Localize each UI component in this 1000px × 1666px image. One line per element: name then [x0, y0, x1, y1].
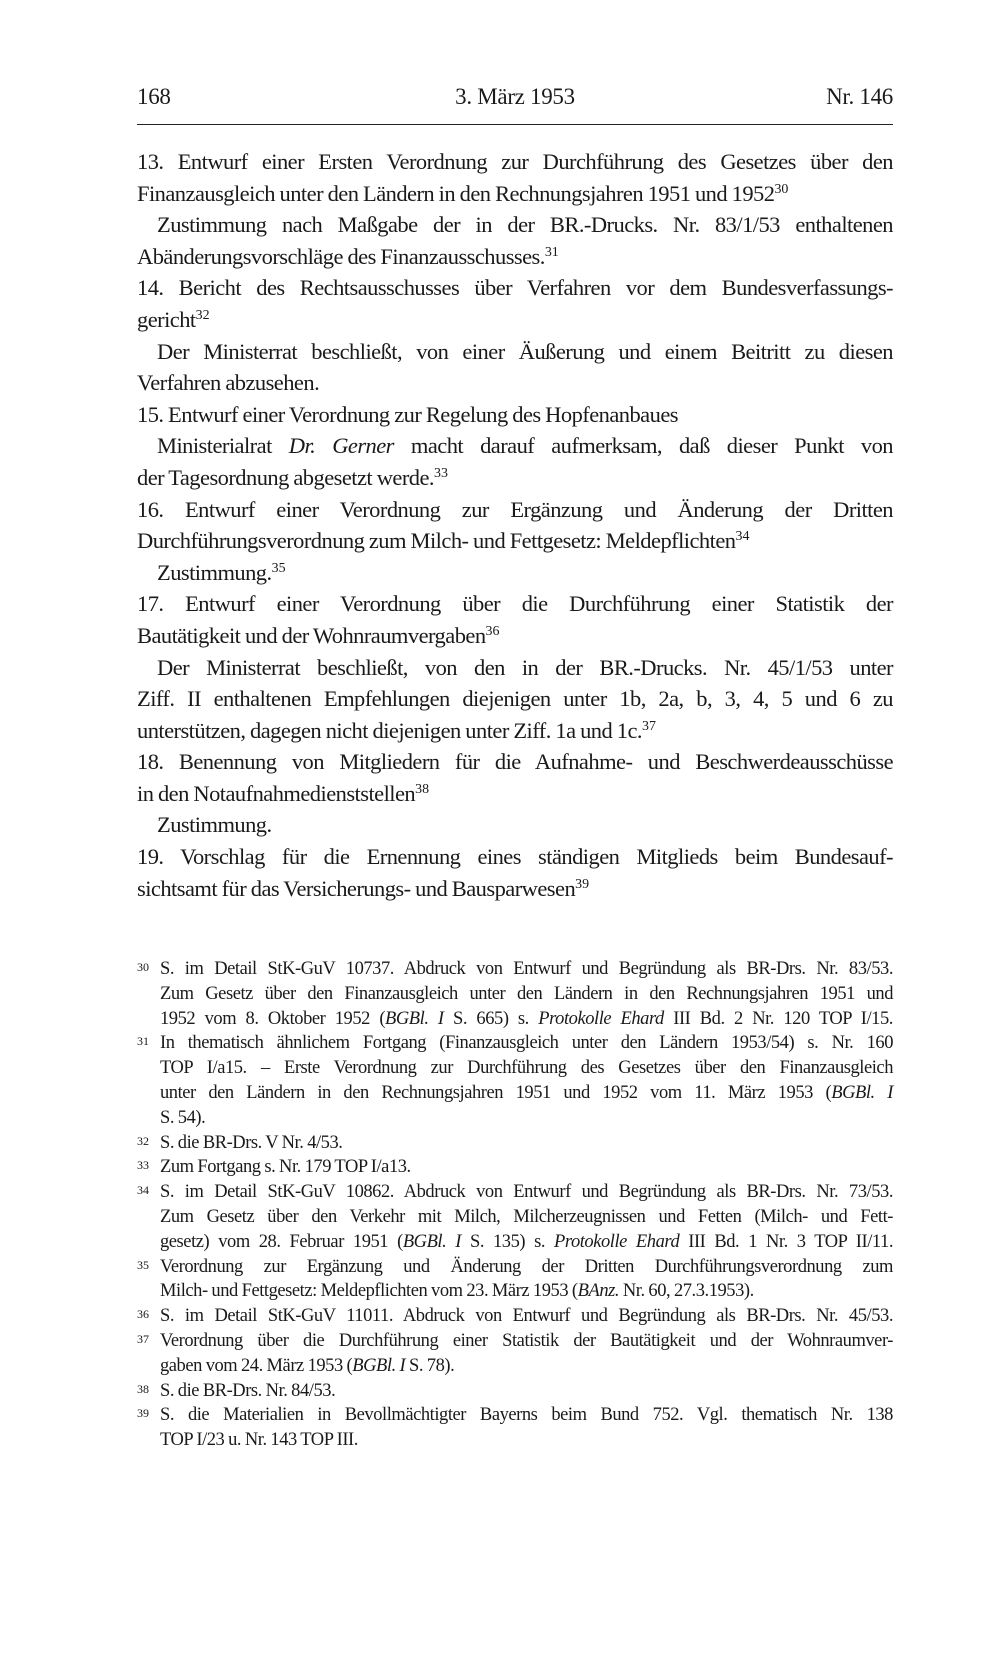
footnote-number: 36: [137, 1307, 149, 1322]
footnote-line: [160, 1131, 893, 1156]
text: S. 665) s.: [443, 1008, 539, 1029]
text: S. im Detail StK-GuV 11011. Abdruck von Entwurf und Begründung als BR-Drs. Nr. 45/53.: [160, 1306, 893, 1327]
footnote-ref-34[interactable]: 34: [735, 529, 750, 545]
text: Zustimmung.: [157, 812, 272, 838]
text: gericht: [137, 306, 196, 332]
agenda-item-13-resolution: [137, 209, 893, 241]
text: Milch- und Fettgesetz: Meldepflichten vom 23. März 1953 (: [160, 1281, 578, 1302]
footnote-37: [137, 1329, 893, 1379]
footnote-line: [160, 957, 893, 982]
footnote-36: [137, 1304, 893, 1329]
text: Ziff. II enthaltenen Empfehlungen diejenigen unter 1b, 2a, b, 3, 4, 5 und 6 zu: [137, 686, 893, 712]
agenda-item-18-title-cont: [137, 778, 893, 810]
text: S. 78).: [405, 1355, 455, 1376]
footnote-ref-31[interactable]: 31: [544, 245, 559, 261]
footnote-ref-35[interactable]: 35: [271, 561, 286, 577]
person-name: Dr. Gerner: [288, 433, 394, 459]
citation-italic: Protokolle Ehard: [554, 1231, 680, 1252]
agenda-item-13-title-cont: [137, 178, 893, 210]
text: Der Ministerrat beschließt, von den in der BR.-Drucks. Nr. 45/1/53 unter: [157, 654, 893, 680]
text: Verordnung über die Durchführung einer Statistik der Bautätigkeit und der Wohnraumver-: [160, 1330, 893, 1351]
agenda-item-16-title: [137, 494, 893, 526]
text: Verordnung zur Ergänzung und Änderung der Dritten Durchführungsverordnung zum: [160, 1256, 893, 1277]
agenda-item-14-resolution-cont: [137, 367, 893, 399]
agenda-item-15-resolution: [137, 430, 893, 462]
agenda-item-17-resolution-cont: [137, 683, 893, 715]
citation-italic: BGBl. I: [385, 1008, 444, 1029]
session-date: 3. März 1953: [455, 84, 575, 109]
page-header: [137, 80, 893, 125]
text: macht darauf aufmerksam, daß dieser Punkt von: [393, 433, 894, 459]
citation-italic: BGBl. I: [831, 1082, 893, 1103]
footnote-line: [160, 1255, 893, 1280]
agenda-item-17-title-cont: [137, 620, 893, 652]
agenda-item-19-title-cont: [137, 873, 893, 905]
text: Nr. 60, 27.3.1953).: [619, 1281, 754, 1302]
text: 17. Entwurf einer Verordnung über die Durchführung einer Statistik der: [137, 591, 893, 617]
footnote-number: 32: [137, 1133, 149, 1148]
footnote-ref-32[interactable]: 32: [195, 308, 210, 324]
text: S. 54).: [160, 1107, 206, 1128]
footnote-line: [160, 982, 893, 1007]
footnote-35: [137, 1255, 893, 1305]
agenda-item-14-title: [137, 272, 893, 304]
footnote-line: [160, 1031, 893, 1056]
text: S. 135) s.: [461, 1231, 555, 1252]
text: S. die BR-Drs. V Nr. 4/53.: [160, 1132, 343, 1153]
footnote-line: [160, 1354, 893, 1379]
footnote-ref-39[interactable]: 39: [575, 876, 590, 892]
footnote-34: [137, 1180, 893, 1254]
footnote-ref-33[interactable]: 33: [434, 466, 448, 482]
footnote-line: [160, 1379, 893, 1404]
agenda-item-17-resolution-cont2: [137, 715, 893, 747]
footnote-line: [160, 1304, 893, 1329]
footnote-number: 34: [137, 1183, 149, 1198]
text: S. die Materialien in Bevollmächtigter Bayerns beim Bund 752. Vgl. thematisch Nr. 138: [160, 1405, 893, 1426]
text: Zum Fortgang s. Nr. 179 TOP I/a13.: [160, 1157, 411, 1178]
text: Zum Gesetz über den Finanzausgleich unter den Ländern in den Rechnungsjahren 1951 und: [160, 983, 893, 1004]
footnote-number: 39: [137, 1406, 149, 1421]
citation-italic: BAnz.: [577, 1281, 620, 1302]
footnote-number: 30: [137, 960, 149, 974]
footnote-number: 38: [137, 1381, 149, 1396]
text: unterstützen, dagegen nicht diejenigen unter Ziff. 1a und 1c.: [137, 717, 642, 743]
footnote-number: 33: [137, 1158, 149, 1173]
text: S. im Detail StK-GuV 10862. Abdruck von Entwurf und Begründung als BR-Drs. Nr. 73/53.: [160, 1182, 893, 1203]
footnote-line: [160, 1279, 893, 1304]
text: 1952 vom 8. Oktober 1952 (: [160, 1008, 386, 1029]
text: 16. Entwurf einer Verordnung zur Ergänzung und Änderung der Dritten: [137, 496, 893, 522]
footnote-line: [160, 1428, 893, 1453]
footnote-line: [160, 1056, 893, 1081]
text: 18. Benennung von Mitgliedern für die Aufnahme- und Beschwerdeausschüsse: [137, 749, 893, 775]
agenda-item-19-title: [137, 841, 893, 873]
footnote-30: [137, 957, 893, 1031]
footnote-number: 35: [137, 1257, 149, 1272]
footnote-ref-37[interactable]: 37: [641, 719, 656, 735]
text: Der Ministerrat beschließt, von einer Äußerung und einem Beitritt zu diesen: [157, 338, 893, 364]
footnote-39: [137, 1403, 893, 1453]
text: Zustimmung.: [157, 559, 272, 585]
text: III Bd. 1 Nr. 3 TOP II/11.: [679, 1231, 894, 1252]
text: Zustimmung nach Maßgabe der in der BR.-Drucks. Nr. 83/1/53 enthaltenen: [157, 212, 893, 238]
text: Durchführungsverordnung zum Milch- und Fettgesetz: Meldepflichten: [137, 528, 736, 554]
agenda-item-13-resolution-cont: [137, 241, 893, 273]
agenda-item-18-resolution: [137, 809, 893, 841]
agenda-item-15-title: [137, 399, 893, 431]
footnote-number: 31: [137, 1034, 149, 1049]
agenda-item-14-title-cont: [137, 304, 893, 336]
agenda-item-15-resolution-cont: [137, 462, 893, 494]
footnote-line: [160, 1403, 893, 1428]
page-number: 168: [137, 84, 171, 109]
footnote-ref-38[interactable]: 38: [415, 782, 430, 798]
document-number: Nr. 146: [826, 84, 893, 109]
agenda-item-17-resolution: [137, 652, 893, 684]
footnote-31: [137, 1031, 893, 1130]
text: S. im Detail StK-GuV 10737. Abdruck von Entwurf und Begründung als BR-Drs. Nr. 83/53.: [160, 959, 893, 979]
text: 15. Entwurf einer Verordnung zur Regelung des Hopfenanbaues: [137, 401, 678, 427]
agenda-item-13-title: [137, 146, 893, 178]
text: In thematisch ähnlichem Fortgang (Finanzausgleich unter den Ländern 1953/54) s. Nr. 160: [160, 1033, 893, 1054]
footnote-line: [160, 1329, 893, 1354]
text: TOP I/23 u. Nr. 143 TOP III.: [160, 1430, 358, 1451]
footnote-33: [137, 1155, 893, 1180]
text: Abänderungsvorschläge des Finanzausschusses.: [137, 243, 545, 269]
footnote-line: [160, 1081, 893, 1106]
footnote-32: [137, 1131, 893, 1156]
footnote-line: [160, 1230, 893, 1255]
citation-italic: Protokolle Ehard: [538, 1008, 664, 1029]
agenda-item-17-title: [137, 588, 893, 620]
agenda-body: [137, 146, 893, 904]
text: der Tagesordnung abgesetzt werde.: [137, 464, 434, 490]
citation-italic: BGBl. I: [402, 1231, 461, 1252]
footnote-ref-30[interactable]: 30: [774, 181, 789, 197]
text: 13. Entwurf einer Ersten Verordnung zur Durchführung des Gesetzes über den: [137, 149, 893, 174]
agenda-item-14-resolution: [137, 336, 893, 368]
footnote-38: [137, 1379, 893, 1404]
text: Verfahren abzusehen.: [137, 370, 320, 396]
text: 19. Vorschlag für die Ernennung eines ständigen Mitglieds beim Bundesauf-: [137, 844, 893, 870]
text: Finanzausgleich unter den Ländern in den Rechnungsjahren 1951 und 1952: [137, 180, 775, 206]
footnote-line: [160, 1106, 893, 1131]
text: Ministerialrat: [157, 433, 289, 459]
footnotes: [137, 957, 893, 1453]
text: 14. Bericht des Rechtsausschusses über Verfahren vor dem Bundesverfassungs-: [137, 275, 893, 301]
text: Zum Gesetz über den Verkehr mit Milch, Milcherzeugnissen und Fetten (Milch- und Fett-: [160, 1206, 893, 1227]
citation-italic: BGBl. I: [352, 1355, 406, 1376]
text: TOP I/a15. – Erste Verordnung zur Durchführung des Gesetzes über den Finanzausgleich: [160, 1058, 893, 1079]
text: unter den Ländern in den Rechnungsjahren 1951 und 1952 vom 11. März 1953 (: [160, 1082, 832, 1103]
footnote-line: [160, 1155, 893, 1180]
text: gesetz) vom 28. Februar 1951 (: [160, 1231, 403, 1252]
text: gaben vom 24. März 1953 (: [160, 1355, 353, 1376]
text: in den Notaufnahmedienststellen: [137, 780, 416, 806]
text: sichtsamt für das Versicherungs- und Bausparwesen: [137, 875, 576, 901]
footnote-line: [160, 1205, 893, 1230]
text: S. die BR-Drs. Nr. 84/53.: [160, 1380, 336, 1401]
footnote-line: [160, 1007, 893, 1032]
text: Bautätigkeit und der Wohnraumvergaben: [137, 622, 486, 648]
footnote-line: [160, 1180, 893, 1205]
agenda-item-16-title-cont: [137, 525, 893, 557]
agenda-item-18-title: [137, 746, 893, 778]
text: III Bd. 2 Nr. 120 TOP I/15.: [663, 1008, 893, 1029]
agenda-item-16-resolution: [137, 557, 893, 589]
footnote-number: 37: [137, 1331, 149, 1346]
footnote-ref-36[interactable]: 36: [485, 624, 500, 640]
